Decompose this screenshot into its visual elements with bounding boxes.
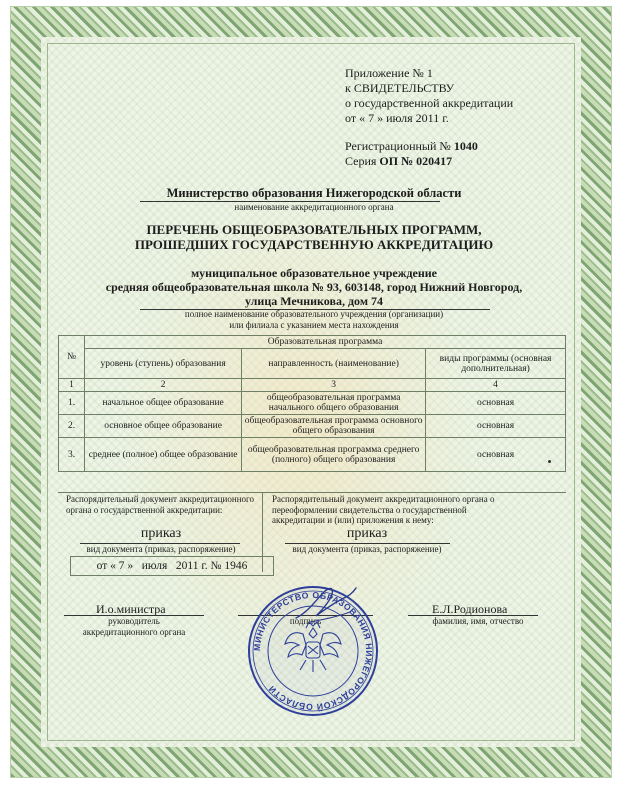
row-level: начальное общее образование (85, 392, 242, 415)
org-caption-2: или филиала с указанием места нахождения (229, 320, 399, 330)
row-direction: общеобразовательная программа начального общего образования (242, 392, 426, 415)
signer-caption-1: руководитель (108, 616, 160, 626)
registration-number (345, 139, 513, 154)
table-row (59, 392, 566, 415)
col-header-type: виды программы (основная дополнительная) (426, 349, 566, 379)
signer-name: Е.Л.Родионова (432, 602, 508, 616)
order-date-box (70, 556, 274, 576)
col-number-cell: 1 (59, 379, 85, 392)
ministry-caption: наименование аккредитационного органа (234, 202, 394, 212)
reissue-doc-kind: приказ (346, 526, 388, 541)
appendix-date: от « 7 » июля 2011 г. (345, 111, 449, 125)
table-row (59, 438, 566, 472)
doc-kind-caption-left: вид документа (приказ, распоряжение) (86, 544, 236, 554)
signer-name-caption: фамилия, имя, отчество (432, 616, 524, 626)
signer-position-caption (56, 616, 212, 637)
series-label: Серия (345, 154, 377, 168)
reissue-doc-caption: Распорядительный документ аккредитационного органа о переоформлении свидетельства о государственной аккредитации и (или) приложения к нему: (272, 494, 495, 525)
handwritten-signature (290, 582, 360, 626)
row-number: 3. (59, 438, 85, 472)
appendix-line-3: о государственной аккредитации (345, 96, 514, 110)
signer-caption-2: аккредитационного органа (82, 626, 186, 637)
col-number-cell: 2 (85, 379, 242, 392)
title-line-1: ПЕРЕЧЕНЬ ОБЩЕОБРАЗОВАТЕЛЬНЫХ ПРОГРАММ, (146, 222, 482, 237)
appendix-block (345, 66, 513, 169)
row-number: 1. (59, 392, 85, 415)
org-line-2: средняя общеобразовательная школа № 93, 603148, город Нижний Новгород, (105, 280, 523, 294)
row-type: основная (426, 438, 566, 472)
org-line-1: муниципальное образовательное учреждение (190, 266, 438, 280)
ink-dot (548, 460, 551, 463)
row-level: основное общее образование (85, 415, 242, 438)
appendix-line-2: к СВИДЕТЕЛЬСТВУ (345, 81, 455, 95)
col-number-cell: 3 (242, 379, 426, 392)
col-number-cell: 4 (426, 379, 566, 392)
signer-position: И.о.министра (96, 602, 166, 616)
series-number: 020417 (416, 154, 453, 168)
series-number-label: № (401, 154, 414, 168)
series-line (345, 154, 513, 169)
series-code: ОП (379, 154, 399, 168)
organization-name (64, 266, 564, 308)
doc-kind-caption-right: вид документа (приказ, распоряжение) (292, 544, 442, 554)
row-type: основная (426, 392, 566, 415)
col-header-direction: направленность (наименование) (242, 349, 426, 379)
col-header-level: уровень (ступень) образования (85, 349, 242, 379)
order-date: от « 7 » июля 2011 г. № 1946 (96, 560, 248, 572)
seal-ring-text: МИНИСТЕРСТВО ОБРАЗОВАНИЯ НИЖЕГОРОДСКОЙ ОБЛАСТИ (251, 589, 375, 713)
document-title (64, 222, 564, 252)
column-numbers-row (59, 379, 566, 392)
row-direction: общеобразовательная программа среднего (полного) общего образования (242, 438, 426, 472)
table-row (59, 415, 566, 438)
row-direction: общеобразовательная программа основного общего образования (242, 415, 426, 438)
reg-label: Регистрационный № (345, 139, 451, 153)
row-type: основная (426, 415, 566, 438)
org-caption-1: полное наименование образовательного учреждения (организации) (184, 309, 444, 319)
row-number: 2. (59, 415, 85, 438)
accreditation-doc-caption: Распорядительный документ аккредитационного органа о государственной аккредитации: (66, 494, 254, 515)
appendix-line-1: Приложение № 1 (345, 66, 433, 80)
org-line-3: улица Мечникова, дом 74 (244, 294, 383, 308)
group-header: Образовательная программа (85, 336, 566, 349)
title-line-2: ПРОШЕДШИХ ГОСУДАРСТВЕННУЮ АККРЕДИТАЦИЮ (134, 237, 494, 252)
row-level: среднее (полное) общее образование (85, 438, 242, 472)
programs-table (58, 335, 566, 472)
organization-caption (64, 309, 564, 331)
accreditation-doc-kind: приказ (140, 526, 182, 541)
reg-value: 1040 (453, 139, 478, 153)
ministry-name: Министерство образования Нижегородской области (166, 186, 462, 200)
col-header-number: № (59, 336, 85, 379)
